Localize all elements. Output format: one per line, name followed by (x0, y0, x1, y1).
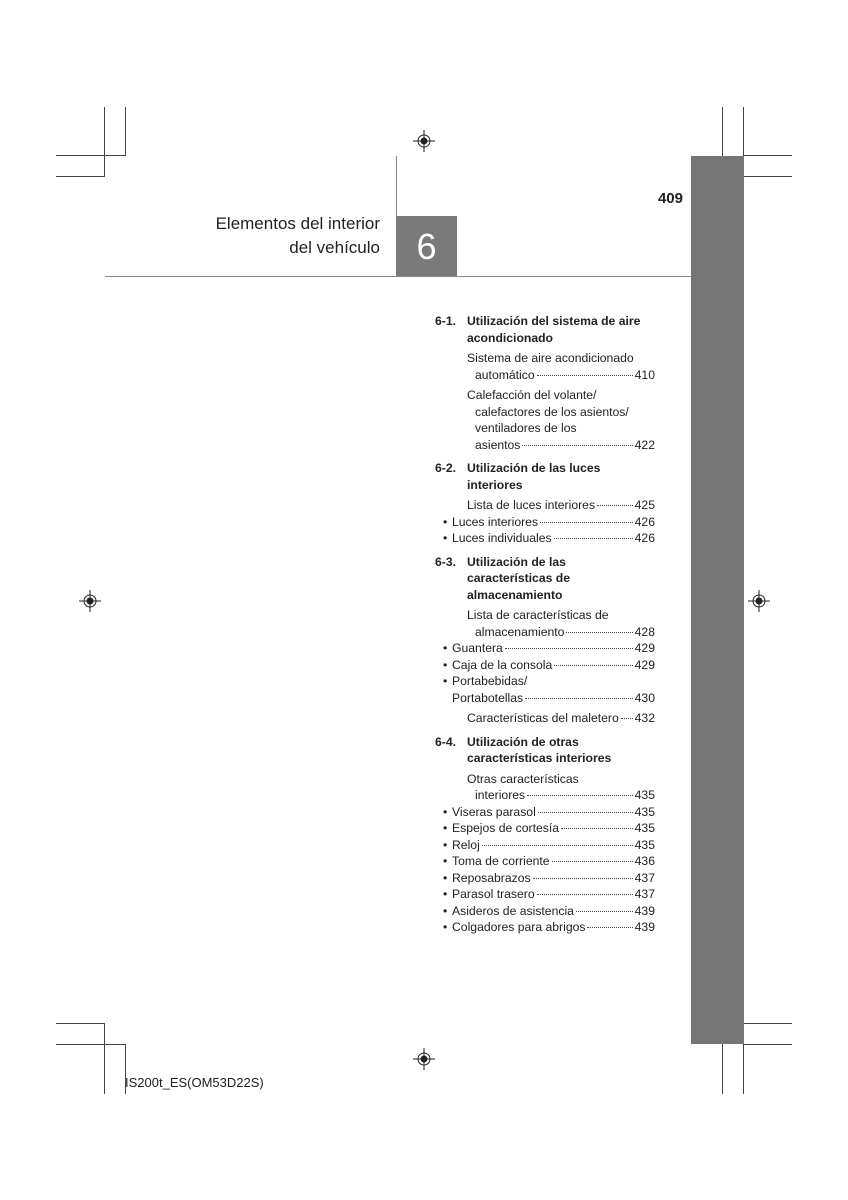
toc-subentry[interactable] (443, 804, 655, 821)
toc-entry-label: automático (475, 367, 535, 382)
section-title-line: Utilización de las (467, 554, 566, 569)
bullet-icon: • (443, 887, 448, 901)
toc-entry-row (443, 804, 655, 821)
toc-entry-label: Colgadores para abrigos (452, 920, 586, 934)
toc-entry-row (443, 853, 655, 870)
document-code: IS200t_ES(OM53D22S) (125, 1075, 264, 1090)
bullet-icon: • (443, 854, 448, 868)
toc-entry-line (443, 673, 655, 690)
toc-subentry[interactable] (443, 657, 655, 674)
dot-leader (576, 911, 633, 912)
toc-subentry[interactable] (443, 673, 655, 706)
toc-entry-row (443, 886, 655, 903)
toc-entry-row (467, 710, 655, 727)
dot-leader (540, 522, 633, 523)
section-title (467, 554, 655, 604)
registration-mark-icon (79, 590, 101, 612)
toc-entry-line: ventiladores de los (475, 421, 577, 435)
dot-leader (597, 505, 633, 506)
toc-entry-label: Reposabrazos (452, 870, 531, 885)
chapter-number-box: 6 (396, 216, 457, 277)
crop-mark (743, 1023, 792, 1024)
section-number: 6-2. (435, 461, 457, 475)
crop-mark (104, 1023, 105, 1094)
toc-page-number: 429 (634, 657, 655, 672)
toc-page-number: 439 (634, 920, 655, 934)
bullet-icon: • (443, 531, 448, 545)
header-rule (105, 276, 691, 277)
toc-section (435, 554, 655, 727)
toc-entry-row (443, 640, 655, 657)
section-title (467, 460, 655, 493)
toc-page-number: 428 (634, 624, 655, 639)
toc-page-number: 439 (634, 903, 655, 918)
section-title (467, 313, 655, 346)
toc-entry-label: Lista de luces interiores (467, 498, 596, 512)
toc-section (435, 460, 655, 547)
bullet-icon: • (443, 674, 448, 688)
crop-mark (56, 1023, 105, 1024)
page-number: 409 (657, 190, 683, 207)
toc-entry[interactable] (467, 387, 655, 453)
toc-subentry[interactable] (443, 837, 655, 854)
registration-mark-icon (413, 1048, 435, 1070)
toc-entry-label: Características del maletero (467, 711, 619, 725)
toc-entry-label: Asideros de asistencia (452, 903, 574, 918)
dot-leader (537, 894, 633, 895)
dot-leader (537, 375, 633, 376)
section-title-line: características interiores (467, 751, 612, 765)
toc-page-number: 426 (634, 514, 655, 529)
section-title-line: almacenamiento (467, 587, 563, 602)
toc-page-number: 435 (634, 837, 655, 852)
toc-subentry[interactable] (443, 514, 655, 531)
section-number: 6-1. (435, 314, 457, 328)
dot-leader (538, 812, 633, 813)
dot-leader (533, 878, 633, 879)
toc-entry-row (467, 787, 655, 804)
crop-mark (56, 155, 126, 156)
toc-entry-label: interiores (475, 788, 526, 802)
crop-mark (743, 155, 792, 156)
chapter-title-line: Elementos del interior (215, 214, 380, 233)
dot-leader (554, 665, 632, 666)
toc-subentry[interactable] (443, 853, 655, 870)
toc-entry[interactable] (467, 497, 655, 514)
section-number: 6-3. (435, 554, 457, 569)
section-title-line: interiores (467, 477, 523, 492)
toc-page-number: 429 (634, 641, 655, 655)
toc-page-number: 425 (634, 498, 655, 512)
toc-entry-label: Viseras parasol (452, 804, 536, 819)
toc-entry-label: almacenamiento (475, 624, 565, 639)
registration-mark-icon (748, 590, 770, 612)
toc-entry-row (443, 837, 655, 854)
toc-page-number: 432 (634, 711, 655, 725)
registration-mark-icon (413, 130, 435, 152)
toc-entry[interactable] (467, 607, 655, 640)
dot-leader (482, 845, 633, 846)
toc-entry-label: Espejos de cortesía (452, 821, 560, 835)
section-title (467, 734, 655, 767)
toc-entry-label: Portabotellas (452, 690, 524, 705)
toc-page-number: 436 (634, 854, 655, 868)
toc-page-number: 435 (634, 804, 655, 819)
dot-leader (587, 927, 632, 928)
toc-entry-line: Sistema de aire acondicionado (467, 351, 634, 365)
crop-mark (743, 1044, 792, 1045)
toc-page-number: 430 (634, 690, 655, 705)
toc-entry-label: Portabebidas/ (452, 674, 528, 688)
toc-page-number: 422 (634, 437, 655, 452)
section-title-line: Utilización del sistema de aire (467, 314, 641, 328)
toc-entry-line: Lista de características de (467, 608, 609, 622)
crop-mark (722, 107, 723, 156)
dot-leader (527, 795, 633, 796)
dot-leader (561, 828, 633, 829)
toc-page-number: 410 (634, 367, 655, 382)
toc-subentry[interactable] (443, 870, 655, 887)
toc-entry[interactable] (467, 771, 655, 804)
toc-entry-row (443, 903, 655, 920)
toc-entry[interactable] (467, 710, 655, 727)
toc-entry-line: Otras características (467, 771, 579, 786)
toc-entry-label: Luces interiores (452, 514, 539, 529)
toc-entry-line: Calefacción del volante/ (467, 388, 597, 402)
bullet-icon: • (443, 837, 448, 852)
bullet-icon: • (443, 870, 448, 885)
toc-entry-row (443, 870, 655, 887)
section-title-line: características de (467, 571, 570, 585)
toc-subentry[interactable] (443, 530, 655, 547)
dot-leader (522, 445, 632, 446)
toc-page-number: 435 (634, 788, 655, 802)
divider (396, 156, 397, 216)
toc-entry-label: Caja de la consola (452, 657, 553, 672)
toc-page-number: 435 (634, 821, 655, 835)
toc-entry[interactable] (467, 350, 655, 383)
toc-entry-row (467, 367, 655, 384)
toc-entry-label: Reloj (452, 837, 480, 852)
toc-entry-line: calefactores de los asientos/ (475, 404, 629, 419)
bullet-icon: • (443, 903, 448, 918)
chapter-title (150, 212, 380, 260)
chapter-side-tab (691, 156, 744, 1044)
bullet-icon: • (443, 641, 448, 655)
toc-subentry[interactable] (443, 640, 655, 657)
toc-entry-row (443, 690, 655, 707)
section-title-line: acondicionado (467, 330, 553, 345)
toc-subentry[interactable] (443, 820, 655, 837)
toc-subentry[interactable] (443, 903, 655, 920)
bullet-icon: • (443, 804, 448, 819)
chapter-title-line: del vehículo (289, 238, 380, 257)
dot-leader (505, 648, 633, 649)
crop-mark (743, 176, 792, 177)
toc-section (435, 313, 655, 453)
toc-entry-row (443, 657, 655, 674)
toc-entry-row (443, 530, 655, 547)
table-of-contents (435, 313, 655, 936)
crop-mark (125, 107, 126, 156)
toc-entry-label: asientos (475, 437, 521, 452)
toc-entry-label: Parasol trasero (452, 887, 535, 901)
section-title-line: Utilización de otras (467, 734, 579, 749)
toc-entry-row (443, 820, 655, 837)
dot-leader (566, 632, 632, 633)
crop-mark (722, 1044, 723, 1094)
dot-leader (525, 698, 633, 699)
toc-entry-row (443, 919, 655, 936)
toc-subentry[interactable] (443, 886, 655, 903)
toc-subentry[interactable] (443, 919, 655, 936)
toc-entry-row (467, 437, 655, 454)
section-number: 6-4. (435, 734, 457, 749)
crop-mark (104, 107, 105, 177)
toc-page-number: 437 (634, 870, 655, 885)
section-title-line: Utilización de las luces (467, 461, 601, 475)
toc-entry-label: Luces individuales (452, 531, 552, 545)
crop-mark (56, 176, 105, 177)
crop-mark (56, 1044, 126, 1045)
toc-page-number: 426 (634, 531, 655, 545)
bullet-icon: • (443, 657, 448, 672)
toc-page-number: 437 (634, 887, 655, 901)
dot-leader (552, 861, 633, 862)
toc-entry-label: Toma de corriente (452, 854, 550, 868)
toc-section (435, 734, 655, 936)
bullet-icon: • (443, 514, 448, 529)
bullet-icon: • (443, 821, 448, 835)
dot-leader (621, 718, 633, 719)
toc-entry-row (467, 624, 655, 641)
bullet-icon: • (443, 920, 448, 934)
toc-entry-row (467, 497, 655, 514)
dot-leader (554, 538, 633, 539)
toc-entry-row (443, 514, 655, 531)
toc-entry-label: Guantera (452, 641, 503, 655)
